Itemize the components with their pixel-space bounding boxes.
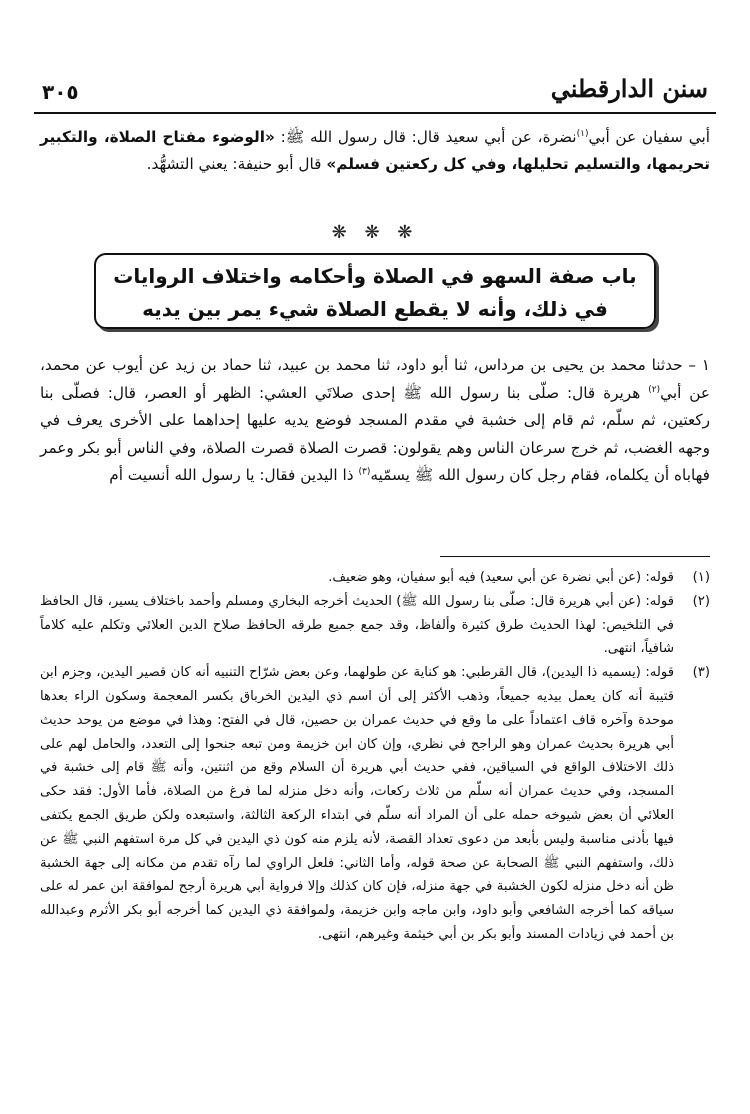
page-number: ٣٠٥ — [42, 80, 79, 104]
footnote-number: (٣) — [692, 665, 710, 681]
hadith-text-1: حدثنا محمد بن يحيى بن مرداس، ثنا أبو داود، ثنا محمد بن عبيد، ثنا حماد بن زيد عن أيوب عن محمد، عن أبي — [40, 356, 710, 402]
hadith-paragraph — [40, 352, 710, 490]
footnote-text: قوله: (يسميه ذا اليدين)، قال القرطبي: هو كناية عن طولهما، وعن بعض شرّاح التنبيه أنه كان قصير اليدين، وجزم ابن قتيبة أنه كان يعمل بيديه جميعاً، وذهب الأكثر إلى أن اسم ذي اليدين الخرباق بكسر المعجمة وسكون الراء بعدها موحدة وآخره قاف اعتماداً على ما وقع في حديث عمران بن حصين، قال في الفتح: وهذا في موضع من يوحد حديث أبي هريرة بحديث عمران وهو الراجح في نظري، وإن كان ابن خزيمة ومن تبعه جنحوا إلى التعدد، والحامل لهم على ذلك الاختلاف الواقع في السياقين، ففي حديث أبي هريرة أن السلام وقع من اثنتين، وأنه ﷺ قام إلى خشبة في المسجد، وفي حديث عمران أنه سلّم من ثلاث ركعات، وأنه دخل منزله لما فرغ من الصلاة، فأما الأول: فقد حكى العلائي أن بعض شيوخه حمله على أن المراد أنه سلّم في ابتداء الركعة الثالثة، واستبعده ولكن طريق الجمع يكتفى فيها بأدنى مناسبة وليس بأبعد من دعوى تعداد القصة، لأنه يلزم منه كون ذي اليدين في كل مرة استفهم النبي ﷺ عن ذلك، واستفهم النبي ﷺ الصحابة عن صحة قوله، وأما الثاني: فلعل الراوي لما رآه تقدم من مكانه إلى جهة الخشبة ظن أنه دخل منزله لكون الخشبة في جهة منزله، فإن كان كذلك وإلا فرواية أبي هريرة أرجح لموافقة ابن عمر له على سياقه كما أخرجه الشافعي وأبو داود، وابن ماجه وابن خزيمة، ولموافقة ذي اليدين كما أخرجه أبو بكر الأثرم وعبدالله بن أحمد في زيادات المسند وأبو بكر بن أبي خيثمة وغيرهم، انتهى. — [40, 665, 674, 942]
footnote-text: قوله: (عن أبي هريرة قال: صلّى بنا رسول الله ﷺ) الحديث أخرجه البخاري ومسلم وأحمد باختلاف يسير، قال الحافظ في التلخيص: لهذا الحديث طرق كثيرة وألفاظ، وقد جمع جميع طرقه الحافظ صلاح الدين العلائي وتكلم عليه كلاماً شافياً، انتهى. — [40, 593, 674, 657]
footnote-divider — [440, 556, 710, 557]
footnote-number: (٢) — [692, 593, 710, 609]
footnote-ref-2: (٢) — [648, 384, 661, 395]
hadith-text-2: هريرة قال: صلّى بنا رسول الله ﷺ إحدى صلاتَي العشي: الظهر أو العصر، قال: فصلّى بنا ركعتين، ثم سلّم، ثم قام إلى خشبة في مقدم المسجد فوضع يديه عليها إحداهما على الأخرى يعرف في وجهه الغضب، ثم خرج سرعان الناس وهم يقولون: قصرت الصلاة قصرت الصلاة، وفي الناس أبو بكر وعمر فهاباه أن يكلماه، فقام رجل كان رسول الله ﷺ يسمّيه — [40, 383, 710, 484]
footnote — [40, 590, 710, 661]
hadith-number: ١ – — [688, 356, 710, 374]
intro-paragraph — [40, 124, 710, 178]
running-title: سنن الدارقطني — [550, 74, 708, 103]
hadith-quote: «الوضوء مفتاح الصلاة، والتكبير تحريمها، والتسليم تحليلها، وفي كل ركعتين فسلم» — [40, 128, 710, 173]
section-separator: ❋ ❋ ❋ — [331, 222, 419, 243]
footnote-text: قوله: (عن أبي نضرة عن أبي سعيد) فيه أبو سفيان، وهو ضعيف. — [328, 570, 674, 585]
footnote-number: (١) — [692, 570, 710, 585]
intro-text-c: قال أبو حنيفة: يعني التشهُّد. — [146, 155, 322, 173]
intro-text-b: نضرة، عن أبي سعيد قال: قال رسول الله ﷺ: — [280, 128, 577, 146]
intro-text-a: أبي سفيان عن أبي — [588, 128, 710, 146]
footnote — [40, 566, 710, 590]
chapter-title-box — [94, 253, 656, 329]
hadith-text-3: ذا اليدين فقال: يا رسول الله أنسيت أم — [109, 466, 354, 484]
footnote-ref-3: (٣) — [358, 466, 371, 477]
footnotes — [40, 566, 710, 947]
chapter-title-line-2: في ذلك، وأنه لا يقطع الصلاة شيء يمر بين يديه — [142, 297, 608, 321]
footnote-ref-1: (١) — [576, 128, 589, 139]
footnote — [40, 661, 710, 947]
page-header — [34, 68, 716, 114]
chapter-title-line-1: باب صفة السهو في الصلاة وأحكامه واختلاف الروايات — [113, 264, 637, 288]
